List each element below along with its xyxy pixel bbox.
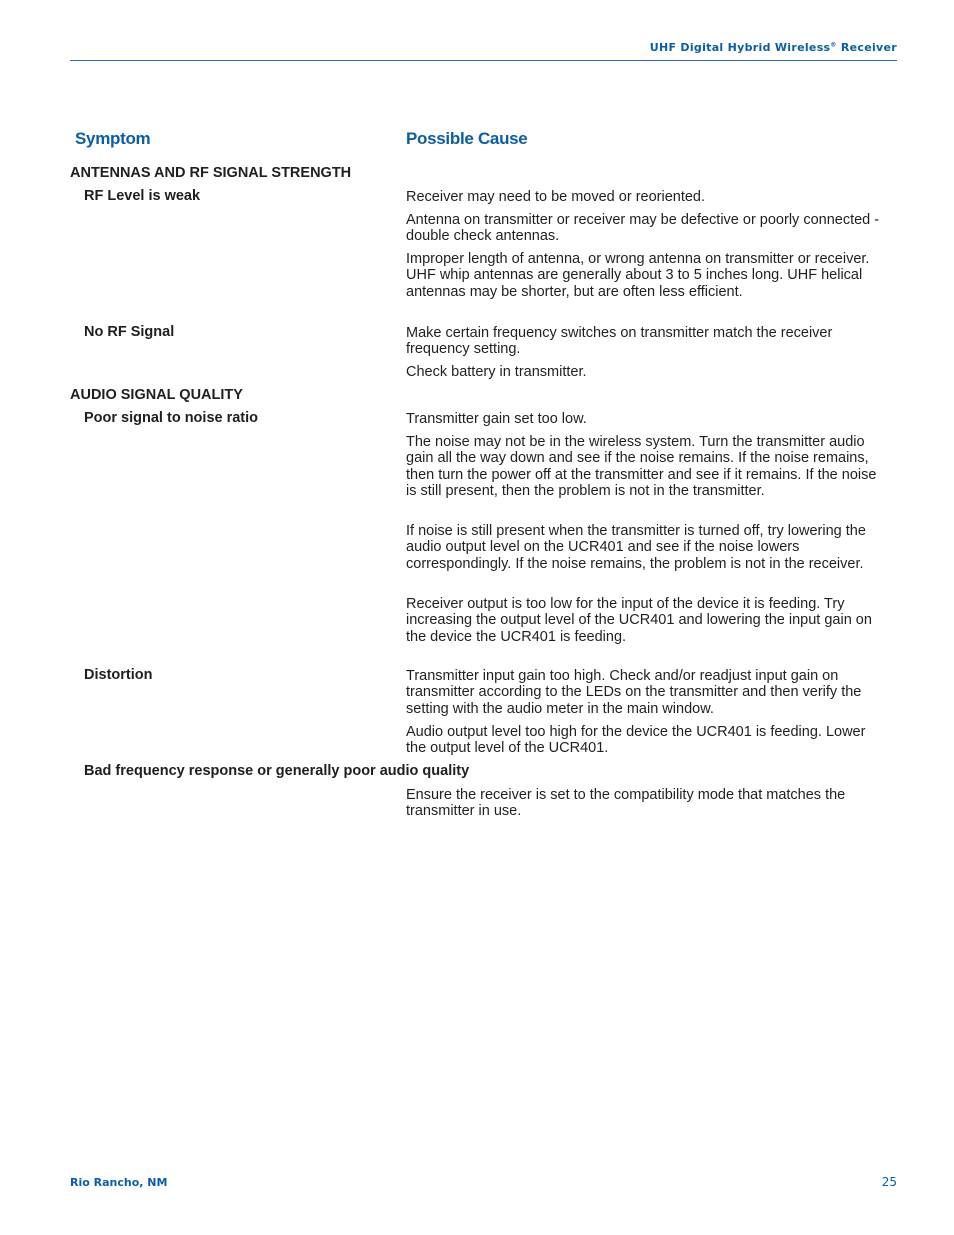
cause-item: Transmitter gain set too low. — [406, 411, 587, 427]
header-title-text: UHF Digital Hybrid Wireless — [649, 41, 831, 54]
cause-item: If noise is still present when the transmitter is turned off, try lowering the audio output level on the UCR401 and see if the noise lowers correspondingly. If the noise remains, the problem is not in the receiver. — [406, 523, 866, 572]
symptom-bad-frequency-response: Bad frequency response or generally poor audio quality — [84, 763, 470, 779]
cause-item: Check battery in transmitter. — [406, 364, 587, 380]
cause-item: Receiver may need to be moved or reoriented. — [406, 189, 706, 205]
symptom-distortion: Distortion — [84, 667, 153, 683]
section-heading-audio-signal-quality: AUDIO SIGNAL QUALITY — [70, 387, 243, 403]
symptom-rf-level-weak: RF Level is weak — [84, 188, 201, 204]
cause-item: Improper length of antenna, or wrong antenna on transmitter or receiver. UHF whip antennas are generally about 3 to 5 inches long. UHF helical antennas may be shorter, but are often less efficient. — [406, 251, 870, 300]
section-heading-antennas-rf: ANTENNAS AND RF SIGNAL STRENGTH — [70, 165, 352, 181]
possible-cause-column-heading: Possible Cause — [406, 129, 528, 148]
cause-item: Audio output level too high for the device the UCR401 is feeding. Lower the output level of the UCR401. — [406, 724, 866, 757]
symptom-poor-snr: Poor signal to noise ratio — [84, 410, 259, 426]
cause-item: Ensure the receiver is set to the compatibility mode that matches the transmitter in use. — [406, 787, 846, 820]
cause-item: Make certain frequency switches on transmitter match the receiver frequency setting. — [406, 325, 833, 358]
footer-location: Rio Rancho, NM — [70, 1176, 168, 1189]
symptom-column-heading: Symptom — [75, 129, 151, 148]
registered-mark: ® — [830, 41, 837, 49]
cause-item: Transmitter input gain too high. Check and/or readjust input gain on transmitter according to the LEDs on the transmitter and then verify the setting with the audio meter in the main window. — [406, 668, 862, 717]
header-rule — [70, 60, 897, 61]
cause-item: Receiver output is too low for the input of the device it is feeding. Try increasing the output level of the UCR401 and lowering the input gain on the device the UCR401 is feeding. — [406, 596, 872, 645]
running-header — [650, 41, 897, 54]
cause-item: The noise may not be in the wireless system. Turn the transmitter audio gain all the way down and see if the noise remains. If the noise remains, then turn the power off at the transmitter and see if it remains. If the noise is still present, then the problem is not in the transmitter. — [406, 434, 877, 500]
page-number: 25 — [881, 1175, 897, 1189]
cause-item: Antenna on transmitter or receiver may be defective or poorly connected - double check antennas. — [406, 212, 880, 245]
header-title-suffix: Receiver — [836, 41, 897, 54]
symptom-no-rf-signal: No RF Signal — [84, 324, 175, 340]
